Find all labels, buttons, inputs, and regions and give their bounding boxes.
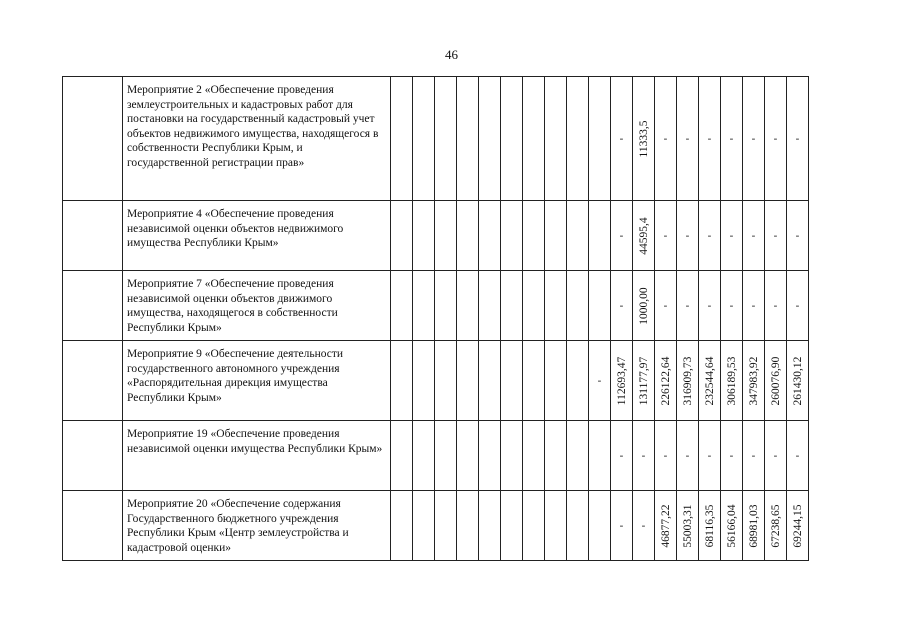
value-cell [787,271,809,341]
value-cell [457,491,479,561]
empty-value-dash: - [619,299,624,311]
empty-value-dash: - [663,449,668,461]
amount-value: 306189,53 [725,356,738,405]
value-cell [391,271,413,341]
value-cell [391,421,413,491]
value-cell [435,341,457,421]
value-cell [721,421,743,491]
value-cell [435,491,457,561]
value-cell [677,491,699,561]
empty-value-dash: - [773,299,778,311]
value-cell [677,77,699,201]
amount-value: 1000,00 [637,286,650,325]
value-cell [391,491,413,561]
empty-value-dash: - [751,229,756,241]
value-cell [501,341,523,421]
empty-value-dash: - [663,132,668,144]
value-cell [743,421,765,491]
empty-value-dash: - [751,132,756,144]
value-cell [743,77,765,201]
value-cell [787,77,809,201]
amount-value: 68116,35 [703,504,716,547]
value-cell [765,77,787,201]
value-cell [567,421,589,491]
table-row [63,77,809,201]
value-cell [743,271,765,341]
table-row [63,421,809,491]
value-cell [479,271,501,341]
empty-value-dash: - [795,132,800,144]
value-cell [677,271,699,341]
value-cell [633,77,655,201]
value-cell [655,491,677,561]
value-cell [413,201,435,271]
value-cell [743,491,765,561]
amount-value: 232544,64 [703,356,716,405]
amount-value: 316909,73 [681,356,694,405]
table-row [63,201,809,271]
empty-value-dash: - [707,132,712,144]
amount-value: 131177,97 [637,356,650,405]
amount-value: 11333,5 [637,120,650,157]
amount-value: 67238,65 [769,503,782,548]
value-cell [699,201,721,271]
value-cell [765,491,787,561]
empty-value-dash: - [707,299,712,311]
value-cell [567,201,589,271]
value-cell [589,271,611,341]
value-cell [677,421,699,491]
empty-value-dash: - [795,299,800,311]
empty-value-dash: - [597,374,602,386]
value-cell [699,491,721,561]
value-cell [677,341,699,421]
value-cell [523,201,545,271]
amount-value: 347983,92 [747,356,760,405]
value-cell [457,341,479,421]
amount-value: 44595,4 [637,216,650,255]
empty-value-dash: - [663,229,668,241]
value-cell [611,421,633,491]
value-cell [677,201,699,271]
value-cell [413,271,435,341]
empty-value-dash: - [795,229,800,241]
value-cell [501,271,523,341]
empty-value-dash: - [795,449,800,461]
empty-value-dash: - [619,519,624,531]
value-cell [699,341,721,421]
empty-value-dash: - [707,449,712,461]
value-cell [391,201,413,271]
value-cell [589,201,611,271]
value-cell [479,341,501,421]
empty-value-dash: - [685,229,690,241]
value-cell [589,491,611,561]
value-cell [633,421,655,491]
activity-description: Мероприятие 4 «Обеспечение проведения независимой оценки объектов недвижимого имущества Республики Крым» [123,201,391,271]
page-number: 46 [445,47,458,62]
empty-value-dash: - [773,132,778,144]
value-cell [391,341,413,421]
value-cell [545,77,567,201]
value-cell [611,491,633,561]
activity-description: Мероприятие 19 «Обеспечение проведения независимой оценки имущества Республики Крым» [123,421,391,491]
table-row [63,491,809,561]
value-cell [523,491,545,561]
amount-value: 55003,31 [681,503,694,548]
value-cell [501,491,523,561]
value-cell [721,201,743,271]
value-cell [567,77,589,201]
empty-value-dash: - [707,229,712,241]
value-cell [655,201,677,271]
activity-description: Мероприятие 20 «Обеспечение содержания Государственного бюджетного учреждения Республики Крым «Центр землеустройства и кадастровой оценки» [123,491,391,561]
value-cell [413,77,435,201]
empty-value-dash: - [619,132,624,144]
value-cell [545,421,567,491]
value-cell [523,341,545,421]
empty-value-dash: - [641,449,646,461]
value-cell [501,201,523,271]
value-cell [545,271,567,341]
value-cell [523,271,545,341]
empty-value-dash: - [729,132,734,144]
empty-value-dash: - [685,299,690,311]
value-cell [633,201,655,271]
table-row [63,341,809,421]
value-cell [413,341,435,421]
table-row [63,271,809,341]
value-cell [567,271,589,341]
value-cell [391,77,413,201]
value-cell [589,341,611,421]
activity-description: Мероприятие 9 «Обеспечение деятельности государственного автономного учреждения «Распорядительная дирекция имущества Республики Крым» [123,341,391,421]
value-cell [743,341,765,421]
value-cell [765,341,787,421]
amount-value: 260076,90 [769,356,782,405]
value-cell [765,421,787,491]
empty-value-dash: - [773,229,778,241]
value-cell [501,421,523,491]
value-cell [787,201,809,271]
value-cell [479,201,501,271]
value-cell [721,341,743,421]
value-cell [413,421,435,491]
value-cell [655,77,677,201]
amount-value: 46877,22 [659,503,672,548]
value-cell [523,77,545,201]
value-cell [611,341,633,421]
value-cell [633,341,655,421]
amount-value: 69244,15 [791,503,804,548]
value-cell [633,491,655,561]
value-cell [567,491,589,561]
amount-value: 112693,47 [615,356,628,405]
budget-table [62,76,809,561]
value-cell [545,491,567,561]
row-spacer-cell [63,491,123,561]
empty-value-dash: - [773,449,778,461]
value-cell [611,271,633,341]
row-spacer-cell [63,421,123,491]
value-cell [743,201,765,271]
value-cell [765,201,787,271]
value-cell [479,421,501,491]
value-cell [721,77,743,201]
value-cell [655,271,677,341]
value-cell [457,77,479,201]
value-cell [479,77,501,201]
value-cell [699,421,721,491]
value-cell [699,77,721,201]
value-cell [435,201,457,271]
value-cell [501,77,523,201]
amount-value: 68981,03 [747,503,760,548]
empty-value-dash: - [685,132,690,144]
value-cell [611,77,633,201]
value-cell [787,341,809,421]
amount-value: 226122,64 [659,356,672,405]
value-cell [435,271,457,341]
empty-value-dash: - [729,449,734,461]
value-cell [435,77,457,201]
value-cell [699,271,721,341]
empty-value-dash: - [751,449,756,461]
value-cell [457,201,479,271]
row-spacer-cell [63,201,123,271]
empty-value-dash: - [751,299,756,311]
value-cell [413,491,435,561]
empty-value-dash: - [685,449,690,461]
value-cell [479,491,501,561]
value-cell [765,271,787,341]
activity-description: Мероприятие 2 «Обеспечение проведения землеустроительных и кадастровых работ для постановки на государственный кадастровый учет объектов недвижимого имущества, находящегося в собственности Республики Крым, и государственной регистрации прав» [123,77,391,201]
row-spacer-cell [63,271,123,341]
row-spacer-cell [63,341,123,421]
amount-value: 261430,12 [791,356,804,405]
value-cell [545,201,567,271]
value-cell [787,421,809,491]
value-cell [655,421,677,491]
empty-value-dash: - [729,299,734,311]
value-cell [523,421,545,491]
amount-value: 56166,04 [725,503,738,548]
value-cell [457,421,479,491]
empty-value-dash: - [729,229,734,241]
value-cell [545,341,567,421]
activity-description: Мероприятие 7 «Обеспечение проведения независимой оценки объектов движимого имущества, находящегося в собственности Республики Крым» [123,271,391,341]
value-cell [457,271,479,341]
value-cell [567,341,589,421]
value-cell [655,341,677,421]
empty-value-dash: - [663,299,668,311]
value-cell [589,77,611,201]
empty-value-dash: - [619,449,624,461]
value-cell [435,421,457,491]
value-cell [787,491,809,561]
value-cell [589,421,611,491]
value-cell [721,271,743,341]
empty-value-dash: - [641,519,646,531]
value-cell [721,491,743,561]
value-cell [633,271,655,341]
value-cell [611,201,633,271]
empty-value-dash: - [619,229,624,241]
row-spacer-cell [63,77,123,201]
